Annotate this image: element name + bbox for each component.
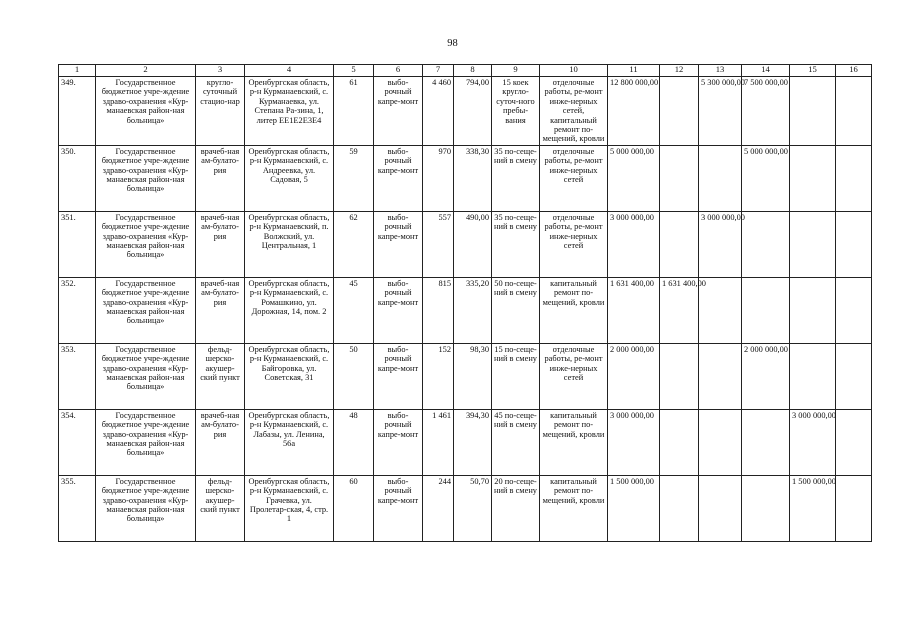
column-number-row (59, 65, 872, 77)
table-row (59, 343, 872, 409)
column-8-value: 50,70 (454, 475, 492, 541)
facility-type: кругло-суточный стацио-нар (196, 77, 245, 146)
cost-column-15 (790, 211, 836, 277)
cost-column-13: 5 300 000,00 (699, 77, 742, 146)
column-5-value: 62 (334, 211, 374, 277)
repair-type: выбо-рочный капре-монт (374, 475, 423, 541)
column-5-value: 45 (334, 277, 374, 343)
total-cost: 3 000 000,00 (608, 409, 660, 475)
row-number: 351. (59, 211, 96, 277)
total-cost: 5 000 000,00 (608, 145, 660, 211)
facility-capacity: 50 по-сеще-ний в смену (492, 277, 540, 343)
cost-column-15: 1 500 000,00 (790, 475, 836, 541)
column-5-value: 60 (334, 475, 374, 541)
works-description: капитальный ремонт по-мещений, кровли (540, 409, 608, 475)
facility-address: Оренбургская область, р-н Курманаевский, п. Волжский, ул. Центральная, 1 (245, 211, 334, 277)
column-header: 3 (196, 65, 245, 77)
cost-column-14: 2 000 000,00 (742, 343, 790, 409)
facility-type: фельд-шерско-акушер-ский пункт (196, 343, 245, 409)
organization-name: Государственное бюджетное учре-ждение здраво-охранения «Кур-манаевская район-ная больница» (96, 145, 196, 211)
facility-type: врачеб-ная ам-булато-рия (196, 145, 245, 211)
cost-column-16 (836, 211, 872, 277)
cost-column-14 (742, 277, 790, 343)
cost-column-14 (742, 475, 790, 541)
column-8-value: 98,30 (454, 343, 492, 409)
cost-column-12 (660, 343, 699, 409)
works-description: капитальный ремонт по-мещений, кровли (540, 277, 608, 343)
column-header: 12 (660, 65, 699, 77)
column-7-value: 244 (423, 475, 454, 541)
cost-column-13: 3 000 000,00 (699, 211, 742, 277)
page-number: 98 (447, 38, 458, 49)
organization-name: Государственное бюджетное учре-ждение здраво-охранения «Кур-манаевская район-ная больница» (96, 475, 196, 541)
cost-column-15 (790, 343, 836, 409)
column-8-value: 490,00 (454, 211, 492, 277)
organization-name: Государственное бюджетное учре-ждение здраво-охранения «Кур-манаевская район-ная больница» (96, 77, 196, 146)
cost-column-13 (699, 475, 742, 541)
works-description: отделочные работы, ре-монт инже-нерных сетей (540, 211, 608, 277)
column-header: 13 (699, 65, 742, 77)
column-5-value: 61 (334, 77, 374, 146)
column-header: 5 (334, 65, 374, 77)
cost-column-12 (660, 211, 699, 277)
cost-column-15 (790, 77, 836, 146)
facility-address: Оренбургская область, р-н Курманаевский, с. Ромашкино, ул. Дорожная, 14, пом. 2 (245, 277, 334, 343)
column-header: 9 (492, 65, 540, 77)
facility-type: врачеб-ная ам-булато-рия (196, 277, 245, 343)
facility-type: врачеб-ная ам-булато-рия (196, 409, 245, 475)
cost-column-12 (660, 77, 699, 146)
repair-type: выбо-рочный капре-монт (374, 343, 423, 409)
column-7-value: 1 461 (423, 409, 454, 475)
column-header: 11 (608, 65, 660, 77)
facility-capacity: 35 по-сеще-ний в смену (492, 211, 540, 277)
facility-type: фельд-шерско-акушер-ский пункт (196, 475, 245, 541)
column-8-value: 335,20 (454, 277, 492, 343)
column-header: 15 (790, 65, 836, 77)
facility-capacity: 15 по-сеще-ний в смену (492, 343, 540, 409)
cost-column-12 (660, 145, 699, 211)
table-row (59, 475, 872, 541)
row-number: 355. (59, 475, 96, 541)
column-7-value: 815 (423, 277, 454, 343)
cost-column-16 (836, 77, 872, 146)
column-header: 10 (540, 65, 608, 77)
works-description: отделочные работы, ре-монт инже-нерных сетей (540, 145, 608, 211)
cost-column-13 (699, 343, 742, 409)
works-description: капитальный ремонт по-мещений, кровли (540, 475, 608, 541)
column-8-value: 338,30 (454, 145, 492, 211)
table-row (59, 211, 872, 277)
total-cost: 1 631 400,00 (608, 277, 660, 343)
column-5-value: 59 (334, 145, 374, 211)
column-5-value: 48 (334, 409, 374, 475)
table-row (59, 77, 872, 146)
organization-name: Государственное бюджетное учре-ждение здраво-охранения «Кур-манаевская район-ная больница» (96, 409, 196, 475)
cost-column-13 (699, 145, 742, 211)
cost-column-14 (742, 211, 790, 277)
facility-capacity: 20 по-сеще-ний в смену (492, 475, 540, 541)
organization-name: Государственное бюджетное учре-ждение здраво-охранения «Кур-манаевская район-ная больница» (96, 211, 196, 277)
cost-column-14: 5 000 000,00 (742, 145, 790, 211)
works-description: отделочные работы, ре-монт инже-нерных сетей, капитальный ремонт по-мещений, кровли (540, 77, 608, 146)
column-5-value: 50 (334, 343, 374, 409)
total-cost: 3 000 000,00 (608, 211, 660, 277)
repair-type: выбо-рочный капре-монт (374, 211, 423, 277)
cost-column-16 (836, 343, 872, 409)
cost-column-16 (836, 409, 872, 475)
repair-program-table (58, 64, 872, 542)
table-row (59, 409, 872, 475)
total-cost: 12 800 000,00 (608, 77, 660, 146)
column-header: 8 (454, 65, 492, 77)
column-header: 16 (836, 65, 872, 77)
organization-name: Государственное бюджетное учре-ждение здраво-охранения «Кур-манаевская район-ная больница» (96, 343, 196, 409)
row-number: 350. (59, 145, 96, 211)
table-row (59, 145, 872, 211)
facility-address: Оренбургская область, р-н Курманаевский, с. Андреевка, ул. Садовая, 5 (245, 145, 334, 211)
cost-column-12 (660, 409, 699, 475)
repair-type: выбо-рочный капре-монт (374, 145, 423, 211)
column-header: 4 (245, 65, 334, 77)
total-cost: 2 000 000,00 (608, 343, 660, 409)
column-7-value: 970 (423, 145, 454, 211)
column-header: 14 (742, 65, 790, 77)
row-number: 353. (59, 343, 96, 409)
facility-address: Оренбургская область, р-н Курманаевский, с. Курманаевка, ул. Степана Ра-зина, 1, литер ЕЕ1Е2Е3Е4 (245, 77, 334, 146)
works-description: отделочные работы, ре-монт инже-нерных сетей (540, 343, 608, 409)
column-7-value: 4 460 (423, 77, 454, 146)
facility-capacity: 45 по-сеще-ний в смену (492, 409, 540, 475)
row-number: 352. (59, 277, 96, 343)
cost-column-15: 3 000 000,00 (790, 409, 836, 475)
repair-type: выбо-рочный капре-монт (374, 277, 423, 343)
row-number: 354. (59, 409, 96, 475)
column-7-value: 557 (423, 211, 454, 277)
cost-column-14: 7 500 000,00 (742, 77, 790, 146)
column-7-value: 152 (423, 343, 454, 409)
cost-column-16 (836, 277, 872, 343)
organization-name: Государственное бюджетное учре-ждение здраво-охранения «Кур-манаевская район-ная больница» (96, 277, 196, 343)
column-header: 2 (96, 65, 196, 77)
cost-column-15 (790, 145, 836, 211)
column-8-value: 394,30 (454, 409, 492, 475)
table-row (59, 277, 872, 343)
facility-type: врачеб-ная ам-булато-рия (196, 211, 245, 277)
cost-column-14 (742, 409, 790, 475)
column-8-value: 794,00 (454, 77, 492, 146)
column-header: 7 (423, 65, 454, 77)
cost-column-12 (660, 475, 699, 541)
cost-column-15 (790, 277, 836, 343)
cost-column-16 (836, 475, 872, 541)
column-header: 6 (374, 65, 423, 77)
facility-address: Оренбургская область, р-н Курманаевский, с. Лабазы, ул. Ленина, 56а (245, 409, 334, 475)
cost-column-12: 1 631 400,00 (660, 277, 699, 343)
repair-type: выбо-рочный капре-монт (374, 409, 423, 475)
facility-capacity: 15 коек кругло-суточ-ного пребы-вания (492, 77, 540, 146)
cost-column-13 (699, 409, 742, 475)
facility-capacity: 35 по-сеще-ний в смену (492, 145, 540, 211)
total-cost: 1 500 000,00 (608, 475, 660, 541)
column-header: 1 (59, 65, 96, 77)
facility-address: Оренбургская область, р-н Курманаевский, с. Байгоровка, ул. Советская, 31 (245, 343, 334, 409)
cost-column-16 (836, 145, 872, 211)
facility-address: Оренбургская область, р-н Курманаевский, с. Грачевка, ул. Пролетар-ская, 4, стр. 1 (245, 475, 334, 541)
repair-type: выбо-рочный капре-монт (374, 77, 423, 146)
row-number: 349. (59, 77, 96, 146)
